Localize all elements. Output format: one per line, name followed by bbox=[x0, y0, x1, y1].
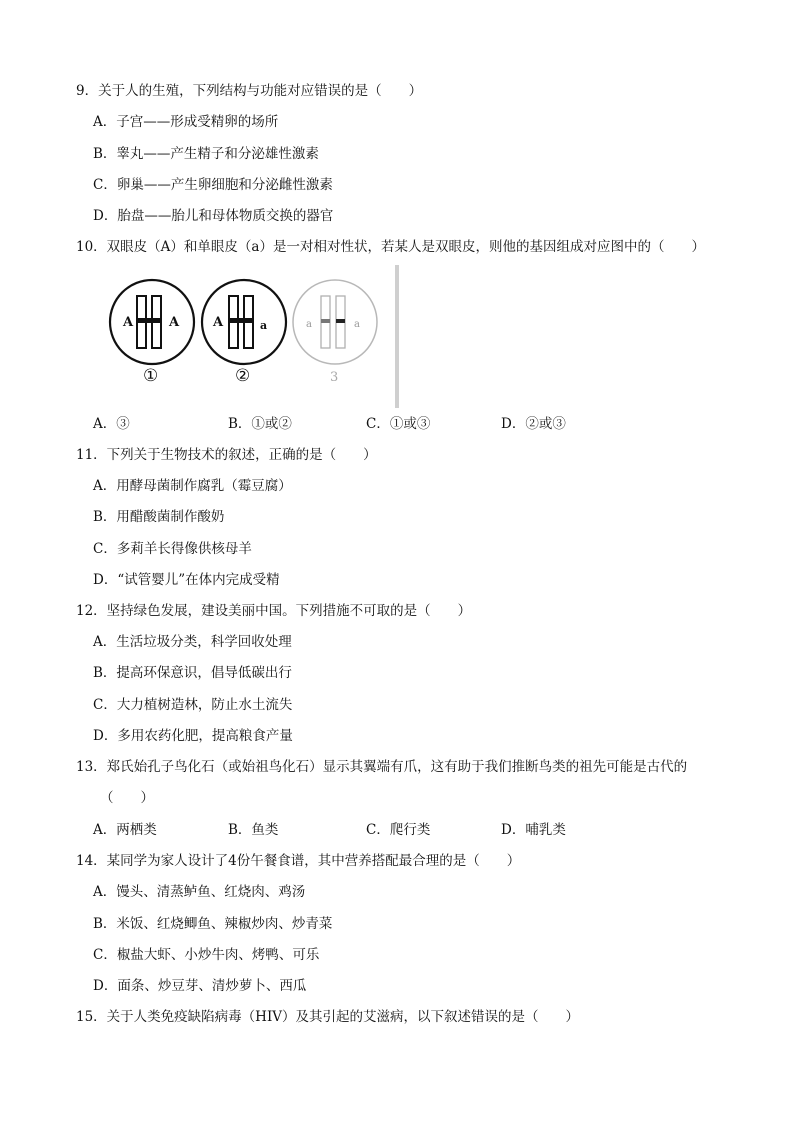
q13-stem: 13．郑氏始孔子鸟化石（或始祖鸟化石）显示其翼端有爪，这有助于我们推断鸟类的祖先可能是古代的 bbox=[76, 759, 688, 775]
q10-option-c: C．①或③ bbox=[366, 416, 431, 432]
cell-3-left-allele: a bbox=[306, 319, 312, 330]
cell-1-diagram bbox=[110, 280, 194, 386]
q14-option-b: B．米饭、红烧鲫鱼、辣椒炒肉、炒青菜 bbox=[93, 916, 333, 932]
q10-option-a: A．③ bbox=[93, 416, 130, 432]
q14-stem: 14．某同学为家人设计了4份午餐食谱，其中营养搭配最合理的是（ ） bbox=[76, 853, 521, 869]
q12-option-c: C．大力植树造林，防止水土流失 bbox=[93, 697, 293, 713]
q14-option-c: C．椒盐大虾、小炒牛肉、烤鸭、可乐 bbox=[93, 947, 320, 963]
q12-option-d: D．多用农药化肥，提高粮食产量 bbox=[93, 728, 293, 744]
q15-stem: 15．关于人类免疫缺陷病毒（HIV）及其引起的艾滋病，以下叙述错误的是（ ） bbox=[76, 1009, 580, 1025]
cell-3-diagram bbox=[293, 280, 377, 385]
q11-stem: 11．下列关于生物技术的叙述，正确的是（ ） bbox=[76, 447, 377, 463]
cell-2-right-allele: a bbox=[260, 319, 268, 332]
q10-option-b: B．①或② bbox=[228, 416, 292, 432]
cell-2-label: ② bbox=[235, 366, 251, 386]
gene-chromosome-figure bbox=[105, 265, 410, 410]
cell-1-label: ① bbox=[143, 366, 159, 386]
q13-option-c: C．爬行类 bbox=[366, 822, 431, 838]
q13-option-a: A．两栖类 bbox=[93, 822, 157, 838]
q10-option-d: D．②或③ bbox=[501, 416, 566, 432]
q11-option-a: A．用酵母菌制作腐乳（霉豆腐） bbox=[93, 478, 292, 494]
q12-stem: 12．坚持绿色发展，建设美丽中国。下列措施不可取的是（ ） bbox=[76, 603, 472, 619]
q11-option-d: D．“试管婴儿”在体内完成受精 bbox=[93, 572, 280, 588]
cell-3-right-allele: a bbox=[354, 319, 360, 330]
figure-divider bbox=[395, 265, 399, 408]
q14-option-d: D．面条、炒豆芽、清炒萝卜、西瓜 bbox=[93, 978, 307, 994]
q14-option-a: A．馒头、清蒸鲈鱼、红烧肉、鸡汤 bbox=[93, 884, 306, 900]
cell-3-label: 3 bbox=[330, 370, 339, 385]
q9-option-c: C．卵巢——产生卵细胞和分泌雌性激素 bbox=[93, 177, 333, 193]
q13-stem-continuation: （ ） bbox=[100, 790, 154, 806]
q11-option-b: B．用醋酸菌制作酸奶 bbox=[93, 509, 225, 525]
q13-option-b: B．鱼类 bbox=[228, 822, 279, 838]
q11-option-c: C．多莉羊长得像供核母羊 bbox=[93, 541, 252, 557]
cell-2-diagram bbox=[202, 280, 286, 386]
q9-stem: 9．关于人的生殖，下列结构与功能对应错误的是（ ） bbox=[76, 83, 423, 99]
q9-option-a: A．子宫——形成受精卵的场所 bbox=[93, 114, 279, 130]
q12-option-a: A．生活垃圾分类，科学回收处理 bbox=[93, 634, 292, 650]
q9-option-b: B．睾丸——产生精子和分泌雄性激素 bbox=[93, 146, 319, 162]
cell-1-right-allele: A bbox=[169, 315, 180, 330]
cell-1-left-allele: A bbox=[123, 315, 134, 330]
q10-stem: 10．双眼皮（A）和单眼皮（a）是一对相对性状，若某人是双眼皮，则他的基因组成对应图中的（ ） bbox=[76, 239, 705, 255]
q13-option-d: D．哺乳类 bbox=[501, 822, 566, 838]
cell-2-left-allele: A bbox=[213, 315, 224, 330]
q9-option-d: D．胎盘——胎儿和母体物质交换的器官 bbox=[93, 208, 334, 224]
q12-option-b: B．提高环保意识，倡导低碳出行 bbox=[93, 665, 292, 681]
